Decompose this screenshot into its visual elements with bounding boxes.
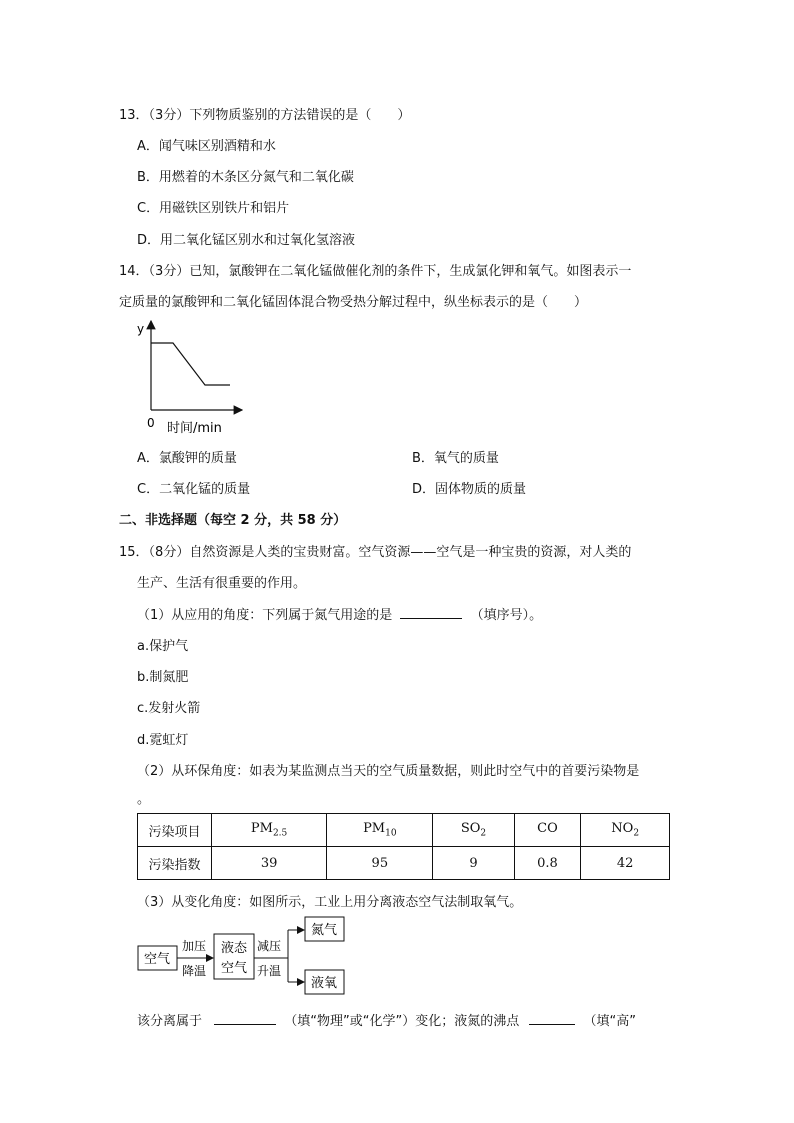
- table-cell-pm10: $PM_{10}$: [327, 814, 433, 847]
- graph-curve: [151, 343, 230, 385]
- flow-nitrogen-label: 氮气: [311, 923, 338, 938]
- q13-stem: 13．（3分）下列物质鉴别的方法错误的是（ ）: [119, 108, 411, 123]
- q15-part3: （3）从变化角度：如图所示，工业上用分离液态空气法制取氧气。: [137, 895, 523, 910]
- table-cell-co: CO: [514, 814, 581, 847]
- q15-last-text-c: （填“高”: [583, 1014, 637, 1029]
- q14-option-a: A．氯酸钾的质量: [137, 451, 237, 466]
- graph-origin-label: 0: [147, 416, 155, 430]
- flow-step1-bottom: 降温: [182, 964, 207, 978]
- q13-option-d: D．用二氧化锰区别水和过氧化氢溶液: [137, 233, 356, 248]
- q15-part1-blank[interactable]: [400, 606, 462, 619]
- flow-liquid-air-2: 空气: [221, 961, 248, 976]
- table-header-items: 污染项目: [138, 814, 212, 847]
- table-value-pm25: 39: [212, 847, 327, 880]
- q14-graph: [130, 318, 270, 438]
- flow-step2-top: 减压: [257, 939, 282, 953]
- q15-blank-boiling-point[interactable]: [529, 1012, 575, 1025]
- table-row-index: [138, 847, 670, 880]
- q15-stem-line2: 生产、生活有很重要的作用。: [137, 576, 307, 591]
- separation-flow-diagram: [130, 912, 360, 1002]
- q14-option-c: C．二氧化锰的质量: [137, 482, 251, 497]
- q15-part2-line2: 。: [137, 792, 151, 807]
- flow-step1-top: 加压: [182, 939, 207, 953]
- q14-stem-line1: 14．（3分）已知，氯酸钾在二氧化锰做催化剂的条件下，生成氯化钾和氧气。如图表示一: [119, 264, 632, 279]
- flow-liquid-air-1: 液态: [221, 941, 248, 956]
- q15-part2-line1: （2）从环保角度：如表为某监测点当天的空气质量数据，则此时空气中的首要污染物是: [137, 764, 640, 779]
- graph-x-label: 时间/min: [167, 421, 222, 436]
- section2-title: 二、非选择题（每空 2 分，共 58 分）: [119, 513, 347, 528]
- q15-last-line: [137, 1010, 636, 1029]
- q14-option-d: D．固体物质的质量: [412, 482, 527, 497]
- table-row-pollutants: [138, 814, 670, 847]
- table-value-pm10: 95: [327, 847, 433, 880]
- q13-option-a: A．闻气味区别酒精和水: [137, 139, 276, 154]
- q14-stem-line2: 定质量的氯酸钾和二氧化锰固体混合物受热分解过程中，纵坐标表示的是（ ）: [119, 295, 588, 310]
- table-value-no2: 42: [581, 847, 670, 880]
- q15-last-text-a: 该分离属于: [137, 1014, 203, 1029]
- table-value-so2: 9: [433, 847, 514, 880]
- q15-part1: [137, 604, 542, 623]
- q15-choice-c: c.发射火箭: [137, 701, 201, 716]
- q15-part1-text: （1）从应用的角度：下列属于氮气用途的是: [137, 608, 393, 623]
- q15-part1-suffix: （填序号）。: [470, 608, 543, 623]
- table-cell-no2: $NO_2$: [581, 814, 670, 847]
- q13-option-b: B．用燃着的木条区分氮气和二氧化碳: [137, 170, 354, 185]
- q14-option-b: B．氧气的质量: [412, 451, 499, 466]
- table-header-index: 污染指数: [138, 847, 212, 880]
- q15-blank-change-type[interactable]: [214, 1012, 276, 1025]
- table-cell-so2: $SO_2$: [433, 814, 514, 847]
- q15-choice-b: b.制氮肥: [137, 670, 189, 685]
- q15-choice-d: d.霓虹灯: [137, 733, 189, 748]
- graph-y-label: y: [137, 322, 145, 336]
- q15-choice-a: a.保护气: [137, 639, 189, 654]
- flow-liquid-oxygen-label: 液氧: [311, 976, 338, 991]
- table-cell-pm25: $PM_{2.5}$: [212, 814, 327, 847]
- q13-option-c: C．用磁铁区别铁片和铝片: [137, 201, 290, 216]
- flow-step2-bottom: 升温: [257, 964, 282, 978]
- q15-stem-line1: 15．（8分）自然资源是人类的宝贵财富。空气资源——空气是一种宝贵的资源，对人类的: [119, 545, 632, 560]
- air-quality-table: [137, 813, 670, 880]
- table-value-co: 0.8: [514, 847, 581, 880]
- flow-air-label: 空气: [144, 952, 171, 967]
- q15-last-text-b: （填“物理”或“化学”）变化；液氮的沸点: [284, 1014, 520, 1029]
